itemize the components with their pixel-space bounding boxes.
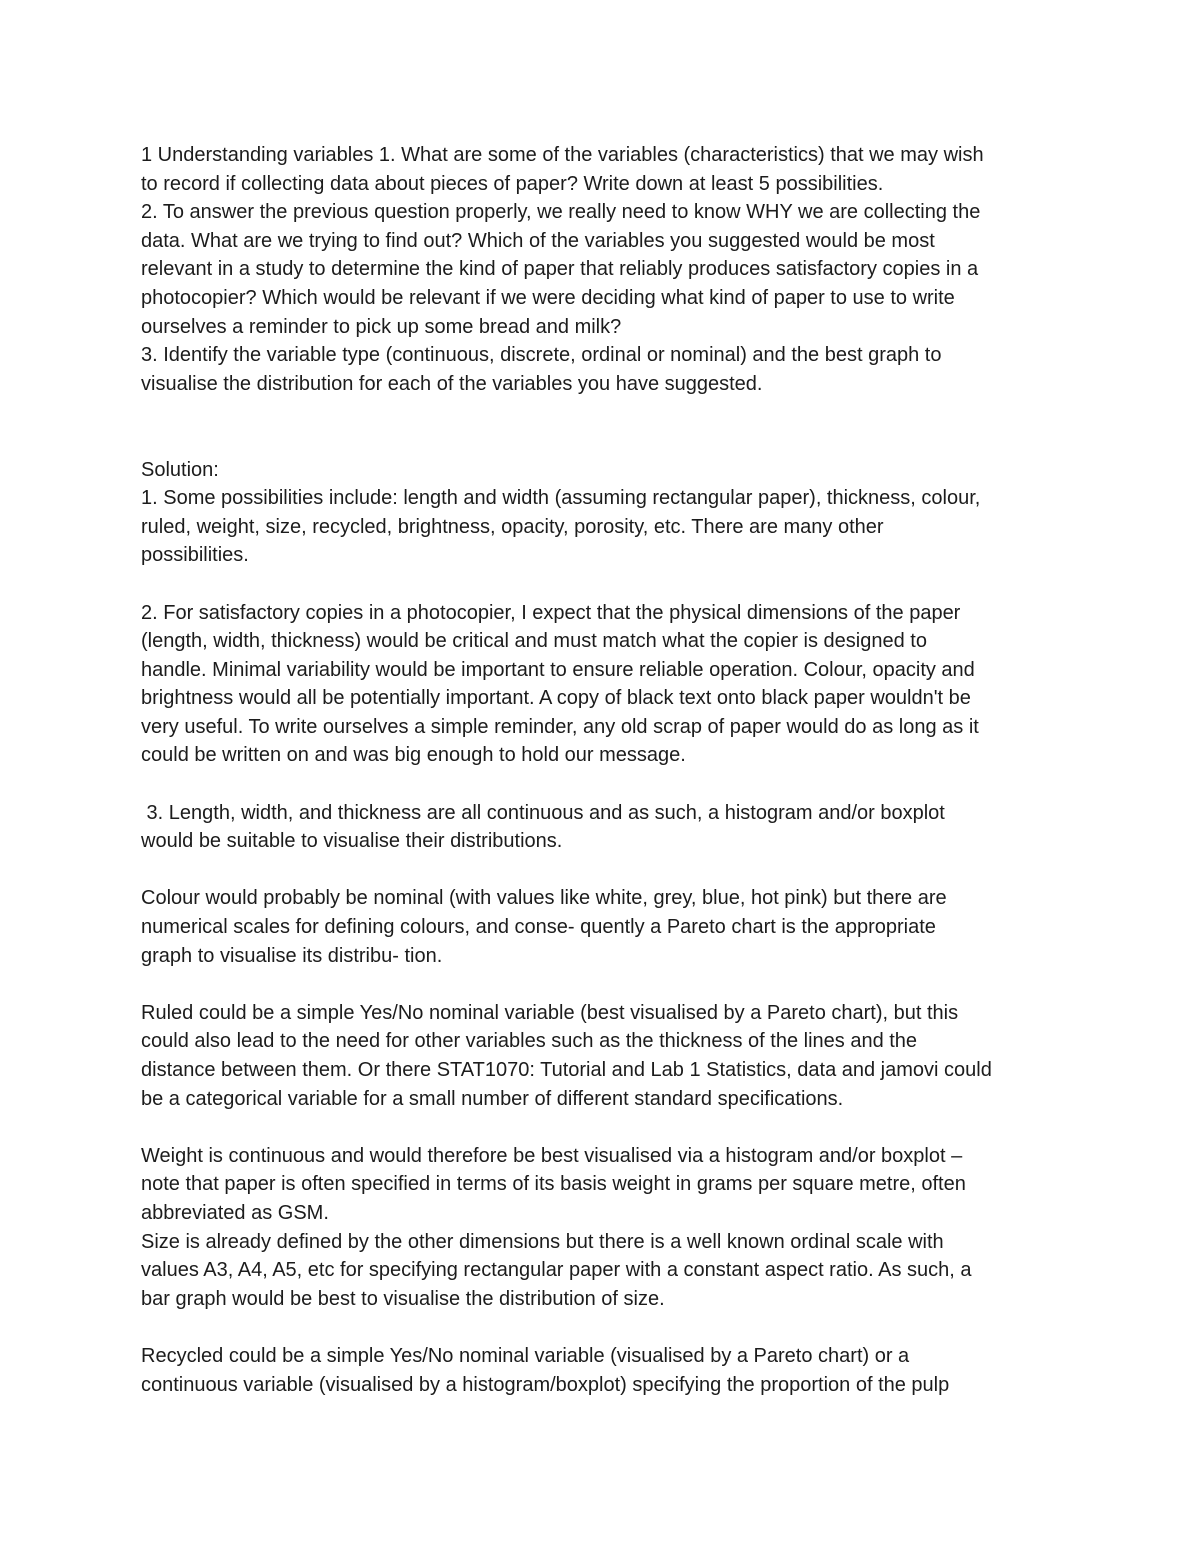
text-line: graph to visualise its distribu- tion. [141, 944, 443, 967]
text-line: 2. For satisfactory copies in a photocopier, I expect that the physical dimensions of the paper [141, 601, 961, 624]
text-line: 3. Identify the variable type (continuous, discrete, ordinal or nominal) and the best graph to [141, 344, 942, 367]
text-line: continuous variable (visualised by a histogram/boxplot) specifying the proportion of the pulp [141, 1373, 950, 1396]
text-line: Weight is continuous and would therefore be best visualised via a histogram and/or boxplot – [141, 1144, 963, 1167]
blank-line [141, 427, 1071, 456]
text-line: Size is already defined by the other dimensions but there is a well known ordinal scale with [141, 1230, 944, 1253]
text-line: data. What are we trying to find out? Which of the variables you suggested would be most [141, 229, 935, 252]
text-line: ourselves a reminder to pick up some bread and milk? [141, 315, 622, 338]
text-line: photocopier? Which would be relevant if we were deciding what kind of paper to use to write [141, 286, 955, 309]
text-line: 2. To answer the previous question properly, we really need to know WHY we are collecting the [141, 201, 981, 224]
text-line: be a categorical variable for a small number of different standard specifications. [141, 1087, 844, 1110]
text-line: bar graph would be best to visualise the distribution of size. [141, 1287, 665, 1310]
text-line: handle. Minimal variability would be important to ensure reliable operation. Colour, opacity and [141, 658, 975, 681]
text-line: abbreviated as GSM. [141, 1201, 329, 1224]
text-line: distance between them. Or there STAT1070: Tutorial and Lab 1 Statistics, data and jamovi could [141, 1059, 992, 1081]
blank-line [141, 398, 1071, 427]
text-line: very useful. To write ourselves a simple reminder, any old scrap of paper would do as long as it [141, 715, 979, 738]
text-line: relevant in a study to determine the kind of paper that reliably produces satisfactory copies in a [141, 258, 979, 281]
blank-line [141, 570, 1071, 599]
text-line: could also lead to the need for other variables such as the thickness of the lines and the [141, 1030, 918, 1053]
text-line: 1 Understanding variables 1. What are some of the variables (characteristics) that we may wish [141, 144, 984, 166]
blank-line [141, 856, 1071, 885]
text-line: Ruled could be a simple Yes/No nominal variable (best visualised by a Pareto chart), but this [141, 1001, 959, 1024]
blank-line [141, 770, 1071, 799]
text-line: (length, width, thickness) would be critical and must match what the copier is designed to [141, 630, 927, 653]
blank-line [141, 1313, 1071, 1342]
blank-line [141, 1113, 1071, 1142]
text-line: ruled, weight, size, recycled, brightness, opacity, porosity, etc. There are many other [141, 515, 884, 538]
text-line: Colour would probably be nominal (with values like white, grey, blue, hot pink) but there are [141, 887, 947, 910]
text-line: could be written on and was big enough to hold our message. [141, 744, 686, 767]
text-line: to record if collecting data about pieces of paper? Write down at least 5 possibilities. [141, 172, 884, 195]
text-line: possibilities. [141, 544, 249, 567]
text-line: note that paper is often specified in terms of its basis weight in grams per square metre, often [141, 1173, 966, 1196]
text-line: visualise the distribution for each of the variables you have suggested. [141, 372, 763, 395]
text-line: values A3, A4, A5, etc for specifying rectangular paper with a constant aspect ratio. As such, a [141, 1259, 972, 1282]
text-line: would be suitable to visualise their distributions. [141, 830, 563, 853]
text-line: 1. Some possibilities include: length and width (assuming rectangular paper), thickness, colour, [141, 487, 981, 510]
blank-line [141, 970, 1071, 999]
text-line: numerical scales for defining colours, and conse- quently a Pareto chart is the appropriate [141, 916, 936, 939]
document-body [141, 141, 1071, 1399]
text-line: brightness would all be potentially important. A copy of black text onto black paper wouldn't be [141, 687, 971, 710]
text-line: 3. Length, width, and thickness are all continuous and as such, a histogram and/or boxplot [141, 801, 945, 824]
text-line: Recycled could be a simple Yes/No nominal variable (visualised by a Pareto chart) or a [141, 1344, 910, 1367]
section-heading: Solution: [141, 458, 219, 481]
